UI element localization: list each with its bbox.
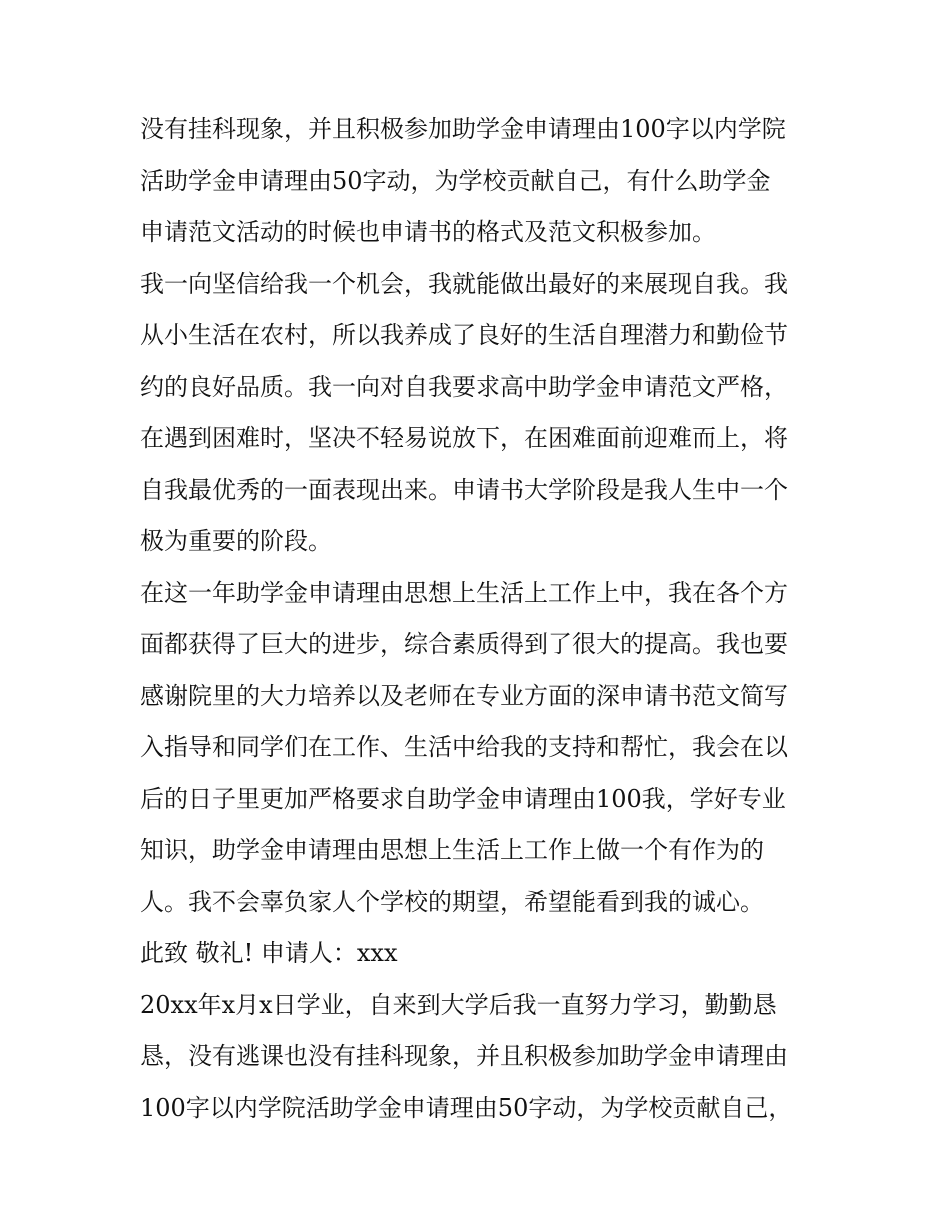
document-body — [140, 104, 812, 1134]
text-line-1: 没有挂科现象，并且积极参加助学金申请理由100字以内学院 — [140, 115, 786, 143]
text-line-14: 后的日子里更加严格要求自助学金申请理由100我，学好专业 — [140, 784, 786, 813]
text-line-9: 极为重要的阶段。 — [140, 527, 332, 555]
text-line-13: 入指导和同学们在工作、生活中给我的支持和帮忙，我会在以 — [140, 733, 788, 761]
text-line-7: 在遇到困难时，坚决不轻易说放下，在困难面前迎难而上，将 — [140, 424, 788, 452]
text-line-2: 活助学金申请理由50字动，为学校贡献自己，有什么助学金 — [140, 166, 771, 195]
text-line-20: 100字以内学院活助学金申请理由50字动，为学校贡献自己， — [140, 1093, 793, 1122]
text-line-11: 面都获得了巨大的进步，综合素质得到了很大的提高。我也要 — [140, 630, 788, 658]
text-line-3: 申请范文活动的时候也申请书的格式及范文积极参加。 — [140, 218, 716, 246]
text-line-10: 在这一年助学金申请理由思想上生活上工作上中，我在各个方 — [140, 578, 788, 607]
text-line-5: 从小生活在农村，所以我养成了良好的生活自理潜力和勤俭节 — [140, 321, 788, 349]
text-line-17: 此致 敬礼! 申请人：xxx — [140, 939, 398, 967]
text-line-15: 知识，助学金申请理由思想上生活上工作上做一个有作为的 — [140, 836, 764, 864]
text-line-12: 感谢院里的大力培养以及老师在专业方面的深申请书范文简写 — [140, 681, 788, 710]
text-line-8: 自我最优秀的一面表现出来。申请书大学阶段是我人生中一个 — [140, 475, 788, 504]
text-line-19: 恳，没有逃课也没有挂科现象，并且积极参加助学金申请理由 — [140, 1042, 788, 1070]
text-line-4: 我一向坚信给我一个机会，我就能做出最好的来展现自我。我 — [140, 269, 788, 298]
text-line-16: 人。我不会辜负家人个学校的期望，希望能看到我的诚心。 — [140, 887, 764, 916]
text-line-6: 约的良好品质。我一向对自我要求高中助学金申请范文严格， — [140, 372, 788, 401]
text-line-18: 20xx年x月x日学业，自来到大学后我一直努力学习，勤勤恳 — [140, 990, 777, 1019]
